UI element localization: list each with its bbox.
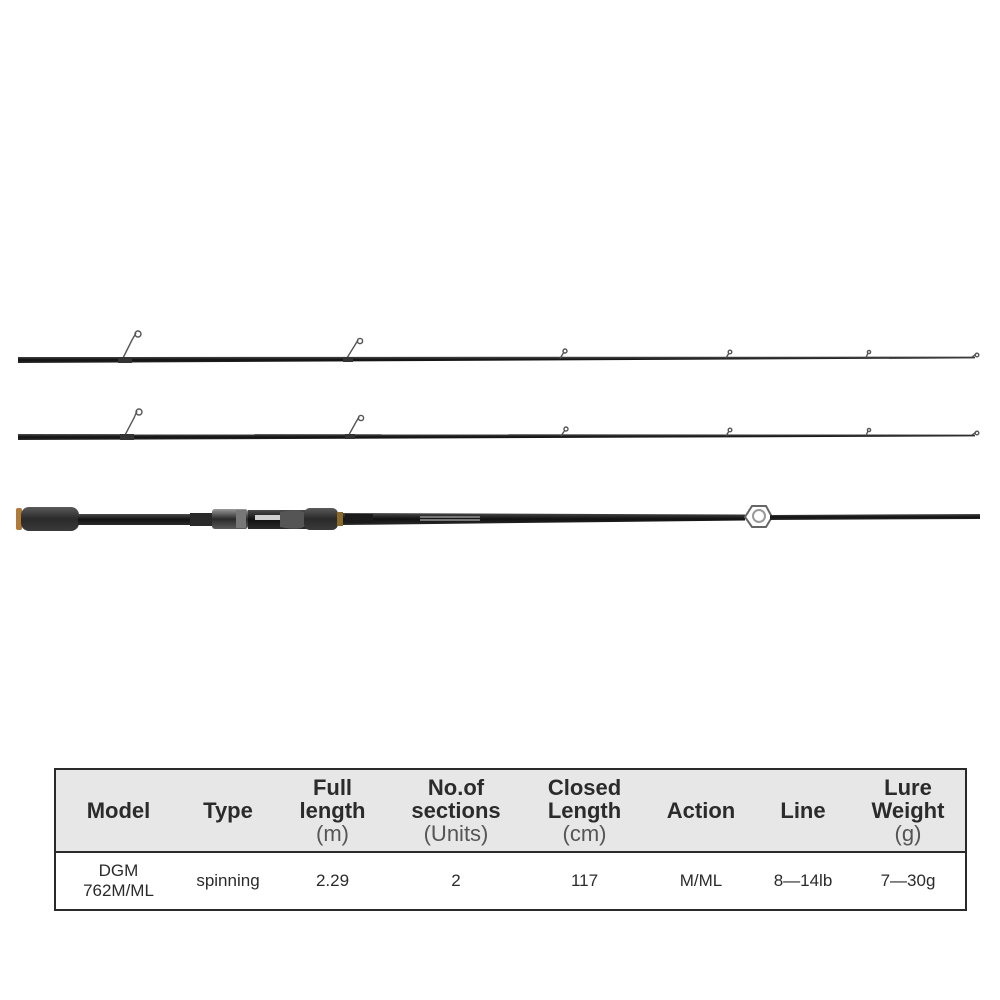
stripper-guide — [745, 506, 772, 527]
cell-model-line1: DGM — [98, 861, 139, 880]
header-sections-label: No.of sections — [411, 775, 501, 823]
cell-line: 8—14lb — [755, 852, 851, 909]
line-guide — [122, 331, 979, 360]
header-closed-length — [522, 770, 647, 852]
header-lure-weight-unit: (g) — [894, 821, 922, 846]
cell-lure-weight: 7—30g — [851, 852, 965, 909]
spec-table — [54, 768, 967, 911]
header-line: Line — [755, 770, 851, 852]
spec-data-row — [56, 852, 965, 909]
cell-model — [56, 852, 181, 909]
rod-butt-section — [16, 506, 980, 531]
reel-seat — [212, 509, 308, 529]
line-guide — [124, 409, 979, 437]
fore-grip — [304, 508, 338, 530]
cell-model-line2: 762M/ML — [83, 881, 154, 900]
header-sections — [390, 770, 522, 852]
cell-sections: 2 — [390, 852, 522, 909]
rod-tip-section-2 — [18, 409, 979, 440]
rod-tip-section-1 — [18, 331, 979, 363]
header-closed-length-unit: (cm) — [562, 821, 607, 846]
header-lure-weight-label: Lure Weight — [871, 775, 945, 823]
header-full-length-unit: (m) — [316, 821, 349, 846]
header-full-length-label: Full length — [299, 775, 366, 823]
cell-type: spinning — [181, 852, 275, 909]
cell-closed-length: 117 — [522, 852, 647, 909]
header-model: Model — [56, 770, 181, 852]
header-lure-weight — [851, 770, 965, 852]
header-action: Action — [647, 770, 755, 852]
header-sections-unit: (Units) — [423, 821, 489, 846]
rear-grip — [21, 507, 79, 531]
header-type: Type — [181, 770, 275, 852]
header-closed-length-label: Closed Length — [547, 775, 622, 823]
header-full-length — [275, 770, 390, 852]
cell-full-length: 2.29 — [275, 852, 390, 909]
spec-header-row — [56, 770, 965, 852]
cell-action: M/ML — [647, 852, 755, 909]
